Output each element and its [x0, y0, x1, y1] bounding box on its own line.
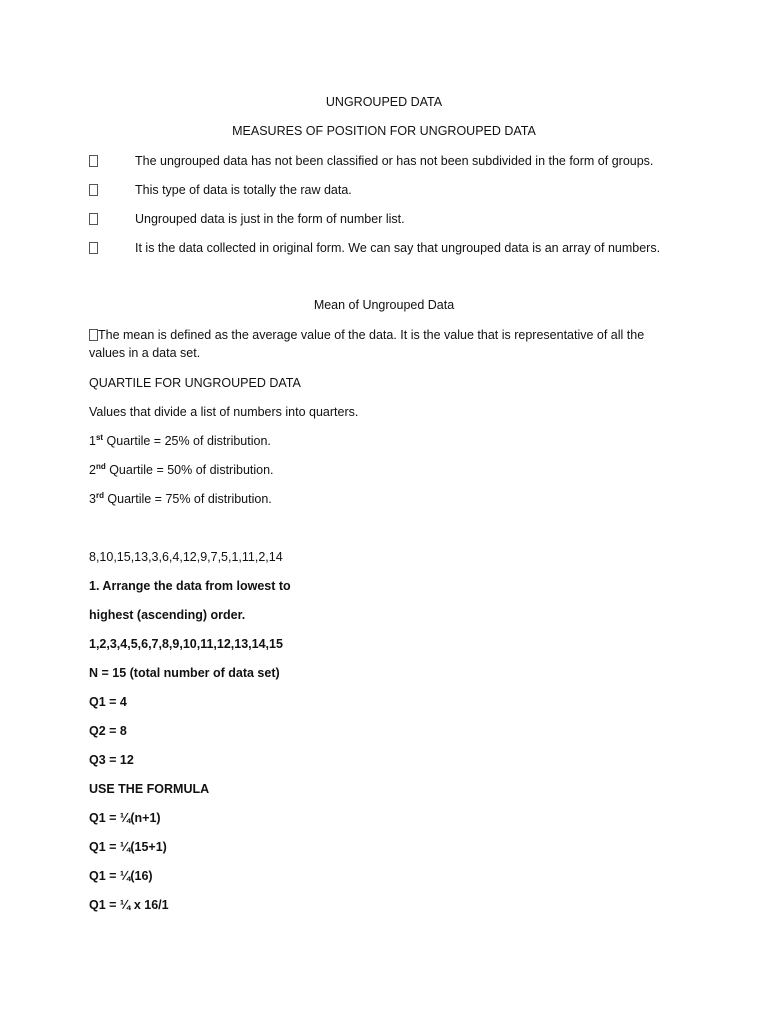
bullet-icon	[89, 329, 98, 341]
q2-value: Q2 = 8	[89, 724, 127, 738]
bullet-icon	[89, 155, 98, 167]
n-line: N = 15 (total number of data set)	[89, 666, 280, 680]
formula-line: Q1 = ¼(15+1)	[89, 840, 167, 854]
bullet-item: It is the data collected in original form. We can say that ungrouped data is an array of numbers.	[135, 241, 661, 255]
quartile-text: Quartile = 75% of distribution.	[103, 492, 272, 506]
step-1-line2: highest (ascending) order.	[89, 608, 246, 622]
mean-definition-line2: values in a data set.	[89, 346, 201, 360]
bullet-item: The ungrouped data has not been classified or has not been subdivided in the form of groups.	[135, 154, 654, 168]
formula-line: Q1 = ¼(n+1)	[89, 811, 161, 825]
document-subtitle: MEASURES OF POSITION FOR UNGROUPED DATA	[232, 124, 536, 138]
quartile-num: 2	[89, 463, 96, 477]
quartile-num: 3	[89, 492, 96, 506]
quartile-3-line	[89, 491, 272, 507]
bullet-item: Ungrouped data is just in the form of number list.	[135, 212, 405, 226]
quartile-ordinal: rd	[95, 490, 104, 500]
mean-definition-line1: The mean is defined as the average value of the data. It is the value that is representative of all the	[98, 328, 645, 342]
quartile-1-line	[89, 433, 271, 449]
bullet-icon	[89, 184, 98, 196]
document-title: UNGROUPED DATA	[325, 95, 443, 109]
quartile-ordinal: nd	[95, 461, 106, 471]
formula-heading: USE THE FORMULA	[89, 782, 210, 796]
mean-heading: Mean of Ungrouped Data	[313, 298, 455, 312]
bullet-icon	[89, 242, 98, 254]
quartile-text: Quartile = 50% of distribution.	[105, 463, 274, 477]
bullet-item: This type of data is totally the raw data.	[135, 183, 352, 197]
formula-line: Q1 = ¼(16)	[89, 869, 153, 883]
quartile-heading: QUARTILE FOR UNGROUPED DATA	[89, 376, 301, 390]
q3-value: Q3 = 12	[89, 753, 134, 767]
quartile-num: 1	[89, 434, 96, 448]
q1-value: Q1 = 4	[89, 695, 127, 709]
sorted-dataset: 1,2,3,4,5,6,7,8,9,10,11,12,13,14,15	[89, 637, 283, 651]
step-1-line1: 1. Arrange the data from lowest to	[89, 579, 291, 593]
dataset-line: 8,10,15,13,3,6,4,12,9,7,5,1,11,2,14	[89, 550, 283, 564]
quartile-text: Quartile = 25% of distribution.	[103, 434, 271, 448]
quartile-ordinal: st	[95, 432, 104, 442]
quartile-2-line	[89, 462, 274, 478]
quartile-intro: Values that divide a list of numbers into quarters.	[89, 405, 359, 419]
bullet-icon	[89, 213, 98, 225]
formula-line: Q1 = ¼ x 16/1	[89, 898, 169, 912]
